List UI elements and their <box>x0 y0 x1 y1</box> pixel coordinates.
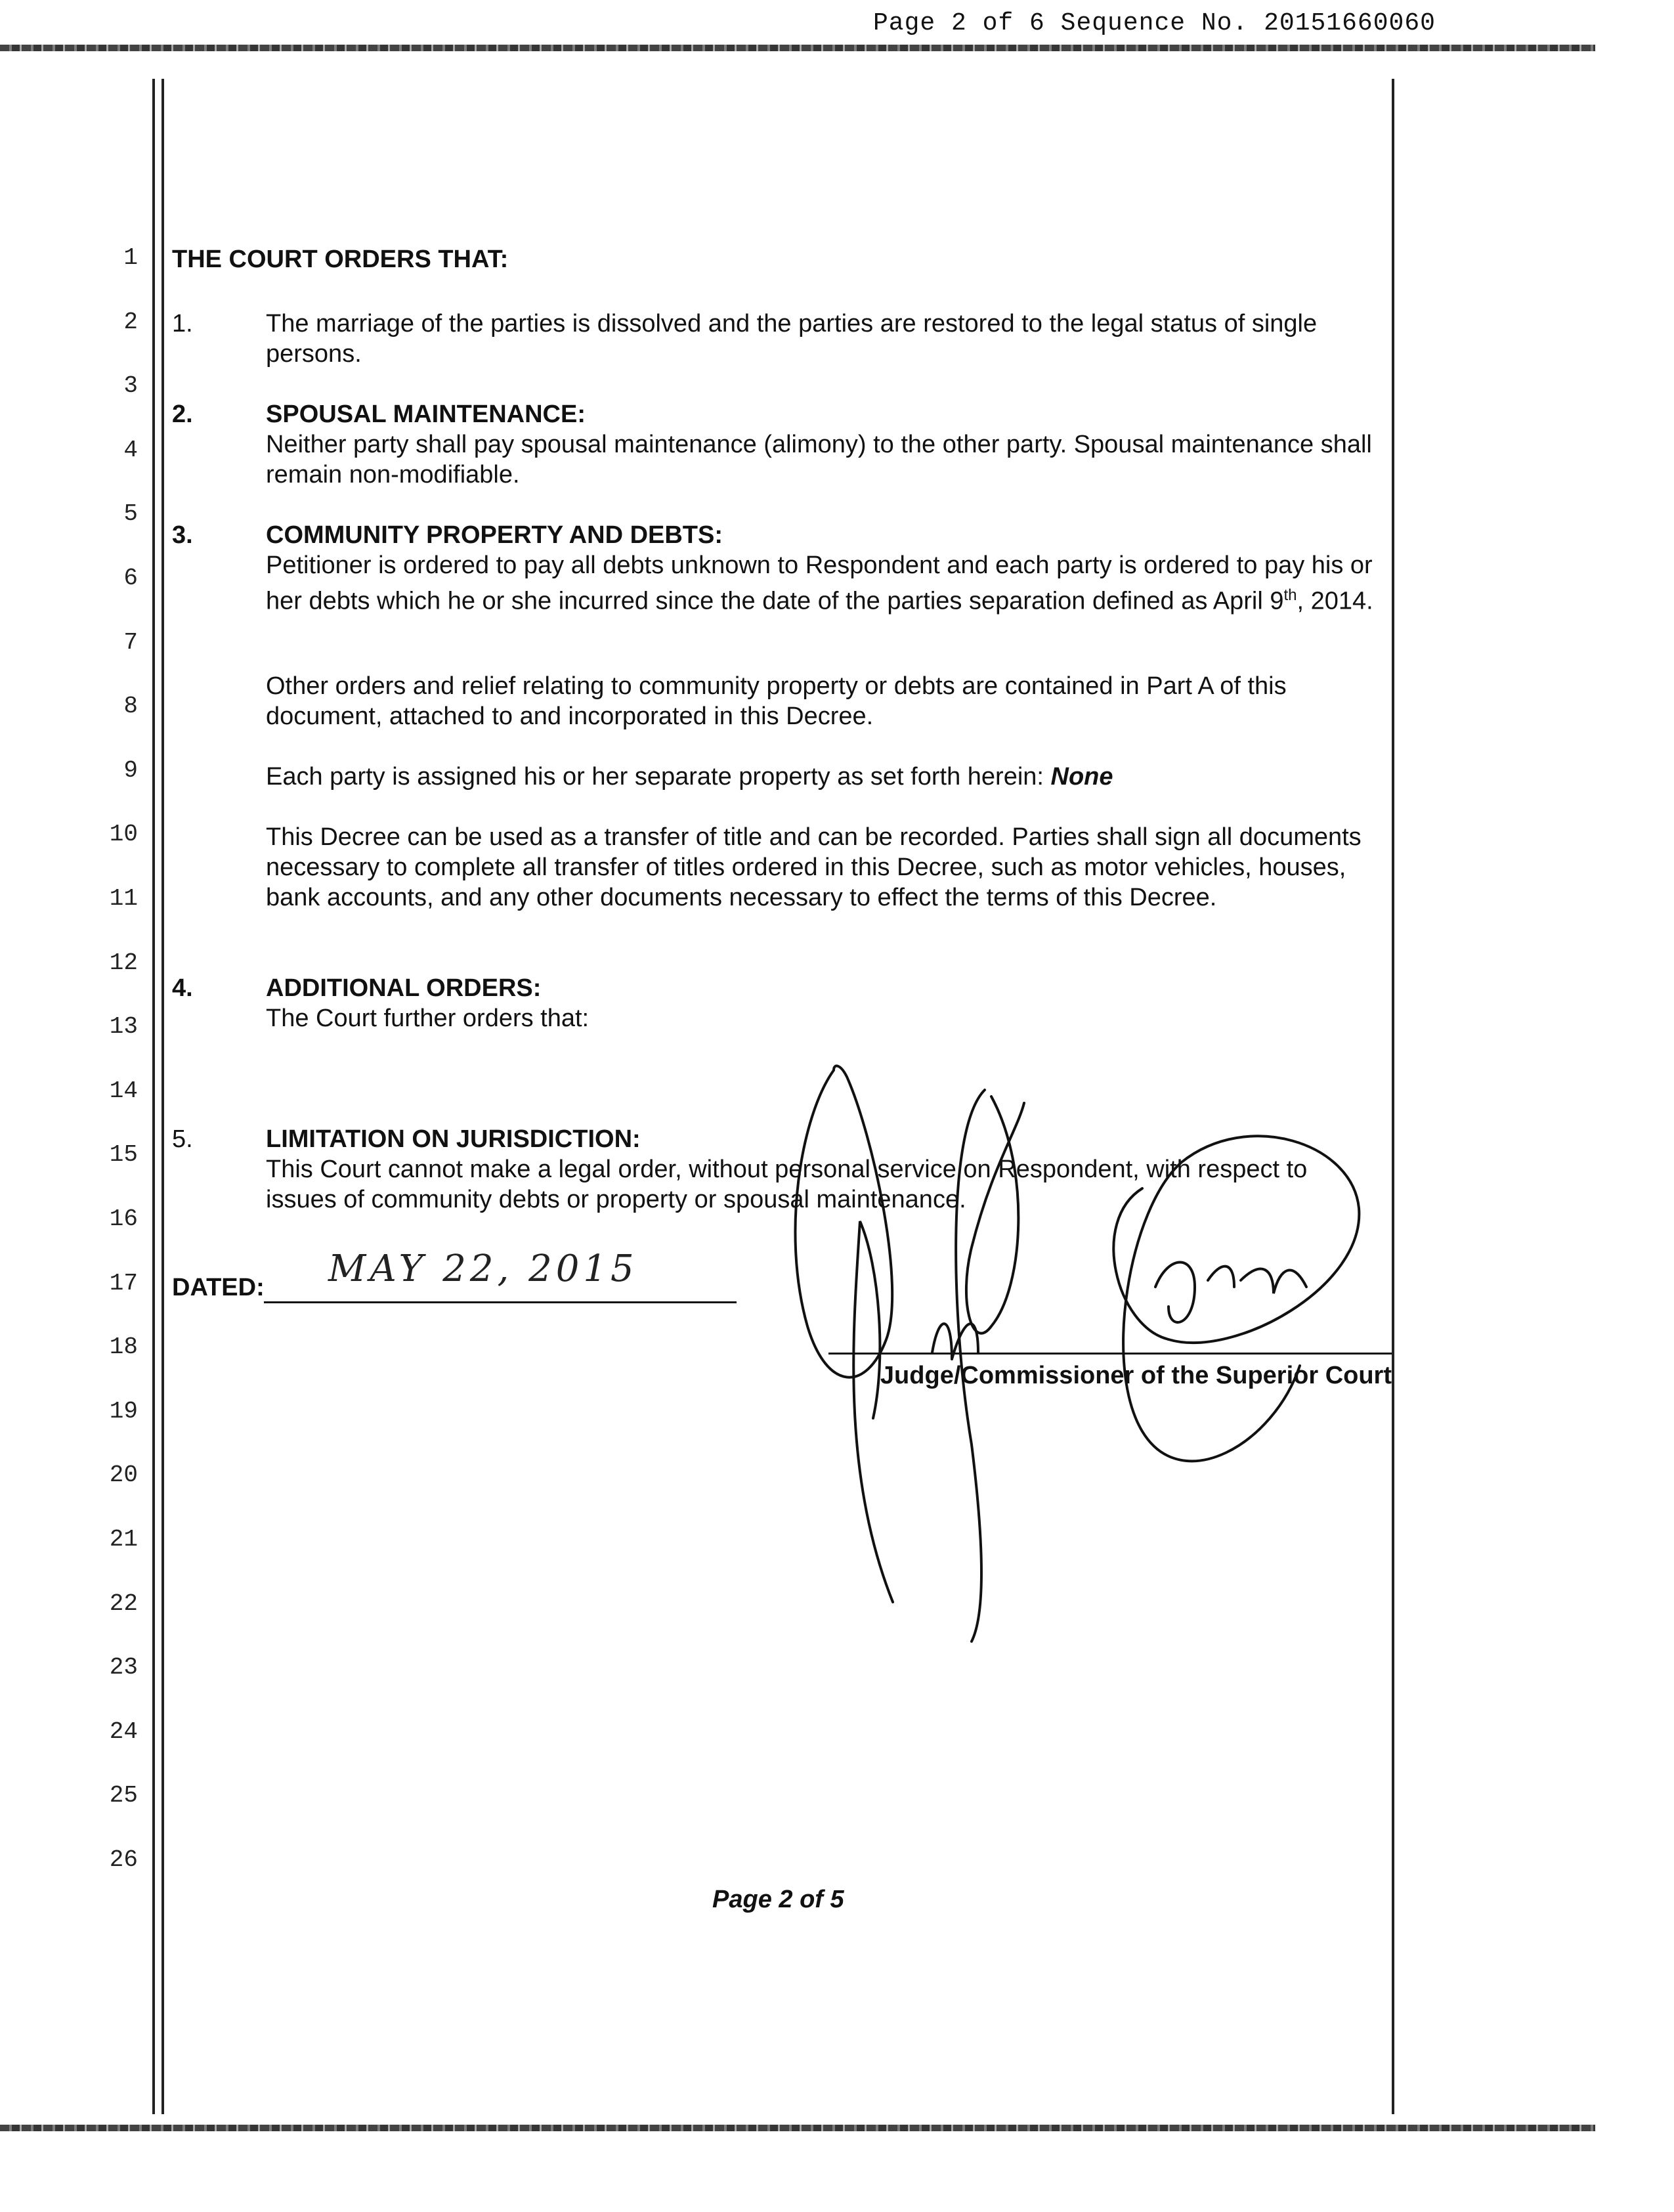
line-number: 5 <box>123 500 138 528</box>
item-1-text: The marriage of the parties is dissolved and the parties are restored to the legal status of single persons. <box>266 310 1318 368</box>
sequence-header: Page 2 of 6 Sequence No. 20151660060 <box>873 9 1436 37</box>
separate-property-paragraph: Each party is assigned his or her separate property as set forth herein: None <box>266 763 1113 791</box>
item-4-number: 4. <box>172 974 193 1002</box>
line-number: 4 <box>123 436 138 464</box>
item-2-number: 2. <box>172 401 193 428</box>
left-margin-rule-outer <box>152 79 155 2114</box>
other-orders-paragraph: Other orders and relief relating to community property or debts are contained in Part A of this document, attached to and incorporated in this Decree. <box>266 672 1287 730</box>
item-5-text: This Court cannot make a legal order, without personal service on Respondent, with respect to issues of community debts or property or spousal maintenance. <box>266 1156 1308 1213</box>
judge-signature-drawing <box>775 1051 1379 1668</box>
line-number: 15 <box>109 1141 138 1169</box>
dated-label: DATED: <box>172 1274 265 1301</box>
line-number: 12 <box>109 949 138 976</box>
line-number: 13 <box>109 1013 138 1041</box>
line-number: 8 <box>123 693 138 720</box>
item-5-number: 5. <box>172 1125 193 1153</box>
transfer-paragraph: This Decree can be used as a transfer of title and can be recorded. Parties shall sign all documents necessary to complete all transfer of titles ordered in this Decree, such as motor vehicles, houses, bank accounts, and any other documents necessary to effect the terms of this Decree. <box>266 823 1362 911</box>
line-number: 7 <box>123 628 138 656</box>
item-5-title: LIMITATION ON JURISDICTION: <box>266 1125 641 1153</box>
line-number: 2 <box>123 308 138 336</box>
line-number: 10 <box>109 821 138 848</box>
item-2-title: SPOUSAL MAINTENANCE: <box>266 401 586 428</box>
orders-heading: THE COURT ORDERS THAT: <box>172 246 509 273</box>
signature-caption: Judge/Commissioner of the Superior Court <box>880 1362 1392 1389</box>
line-number: 3 <box>123 372 138 400</box>
line-number: 22 <box>109 1590 138 1617</box>
right-margin-rule <box>1392 79 1394 2114</box>
item-4-text: The Court further orders that: <box>266 1005 590 1032</box>
line-number: 20 <box>109 1462 138 1489</box>
line-number: 18 <box>109 1334 138 1361</box>
item-3-number: 3. <box>172 521 193 549</box>
line-number: 1 <box>123 244 138 271</box>
item-2-text: Neither party shall pay spousal maintenance (alimony) to the other party. Spousal maintenance shall remain non-modifiable. <box>266 431 1372 488</box>
line-number: 17 <box>109 1269 138 1297</box>
page-footer: Page 2 of 5 <box>712 1886 844 1913</box>
line-number: 24 <box>109 1718 138 1745</box>
line-number: 23 <box>109 1654 138 1681</box>
left-margin-rule-inner <box>161 79 164 2114</box>
item-3-title: COMMUNITY PROPERTY AND DEBTS: <box>266 521 723 549</box>
dated-underline <box>264 1301 737 1303</box>
line-number: 21 <box>109 1526 138 1553</box>
line-number: 14 <box>109 1077 138 1104</box>
item-4-title: ADDITIONAL ORDERS: <box>266 974 542 1002</box>
scan-bottom-border <box>0 2125 1595 2131</box>
line-number: 25 <box>109 1782 138 1810</box>
line-number: 19 <box>109 1397 138 1425</box>
line-number: 26 <box>109 1846 138 1873</box>
item-3-text: Petitioner is ordered to pay all debts unknown to Respondent and each party is ordered to pay his or her debts which he or she incurred since the date of the parties separation defined as April 9th, 2014. <box>266 552 1373 615</box>
line-number: 16 <box>109 1205 138 1232</box>
line-number: 9 <box>123 756 138 784</box>
line-number: 11 <box>109 885 138 912</box>
item-1-number: 1. <box>172 310 193 337</box>
scan-top-border <box>0 45 1595 51</box>
dated-handwritten-value: MAY 22, 2015 <box>328 1247 638 1290</box>
line-number: 6 <box>123 565 138 592</box>
